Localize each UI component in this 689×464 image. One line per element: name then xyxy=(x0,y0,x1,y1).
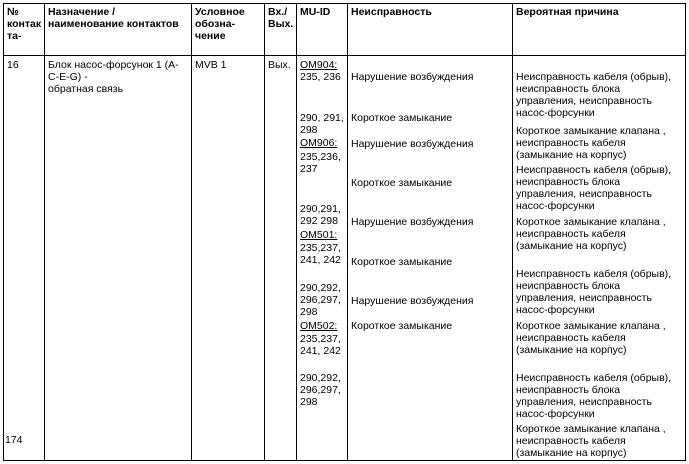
header-divider xyxy=(3,55,686,56)
cause-text: Короткое замыкание клапана , неисправность кабеля (замыкание на корпус) xyxy=(516,423,666,459)
column-divider xyxy=(264,3,265,461)
column-divider xyxy=(512,3,513,461)
mu-codes: 235,237, 241, 242 xyxy=(300,242,341,266)
fault-text: Нарушение возбуждения xyxy=(351,216,474,228)
contact-io: Вых. xyxy=(268,59,291,71)
fault-text: Нарушение возбуждения xyxy=(351,138,474,150)
header-purpose: Назначение / наименование контактов xyxy=(48,6,179,30)
column-divider xyxy=(347,3,348,461)
cause-text: Короткое замыкание клапана , неисправность кабеля (замыкание на корпус) xyxy=(516,125,666,161)
mu-codes: 290,292, 296,297, 298 xyxy=(300,282,341,318)
cause-text: Неисправность кабеля (обрыв), неисправность блока управления, неисправность насос-форсунки xyxy=(516,372,672,420)
cause-text: Короткое замыкание клапана , неисправность кабеля (замыкание на корпус) xyxy=(516,320,666,356)
header-io: Вх./ Вых. xyxy=(268,6,294,30)
cause-text: Неисправность кабеля (обрыв), неисправность блока управления, неисправность насос-форсунки xyxy=(516,71,672,119)
mu-codes: 290,292, 296,297, 298 xyxy=(300,372,341,408)
fault-text: Короткое замыкание xyxy=(351,320,453,332)
engine-label-om904: OM904: xyxy=(300,59,338,71)
cause-text: Короткое замыкание клапана , неисправность кабеля (замыкание на корпус) xyxy=(516,216,666,252)
header-cause: Вероятная причина xyxy=(516,6,619,18)
contact-number: 16 xyxy=(7,59,19,71)
fault-text: Короткое замыкание xyxy=(351,177,453,189)
mu-codes: 290, 291, 298 xyxy=(300,112,344,136)
header-fault: Неисправность xyxy=(351,6,432,18)
mu-codes: 290,291, 292 298 xyxy=(300,203,341,227)
cause-text: Неисправность кабеля (обрыв), неисправность блока управления, неисправность насос-форсунки xyxy=(516,268,672,316)
contact-designation: MVB 1 xyxy=(195,59,227,71)
fault-text: Нарушение возбуждения xyxy=(351,295,474,307)
engine-label-om906: OM906: xyxy=(300,137,338,149)
mu-codes: 235,237, 241, 242 xyxy=(300,333,341,357)
header-mu-id: MU-ID xyxy=(300,6,331,18)
contact-purpose: Блок насос-форсунок 1 (A- C-E-G) - обратная связь xyxy=(48,59,179,95)
column-divider xyxy=(44,3,45,461)
fault-text: Нарушение возбуждения xyxy=(351,71,474,83)
engine-label-om502: OM502: xyxy=(300,320,338,332)
engine-label-om501: OM501: xyxy=(300,229,338,241)
header-contact-no: № контак та- xyxy=(7,6,42,42)
header-designation: Условное обозна- чение xyxy=(195,6,245,42)
mu-codes: 235,236, 237 xyxy=(300,151,341,175)
fault-text: Короткое замыкание xyxy=(351,256,453,268)
page-number: 174 xyxy=(5,434,23,446)
column-divider xyxy=(191,3,192,461)
cause-text: Неисправность кабеля (обрыв), неисправность блока управления, неисправность насос-форсунки xyxy=(516,164,672,212)
column-divider xyxy=(296,3,297,461)
mu-codes: 235, 236 xyxy=(300,71,341,83)
fault-text: Короткое замыкание xyxy=(351,112,453,124)
